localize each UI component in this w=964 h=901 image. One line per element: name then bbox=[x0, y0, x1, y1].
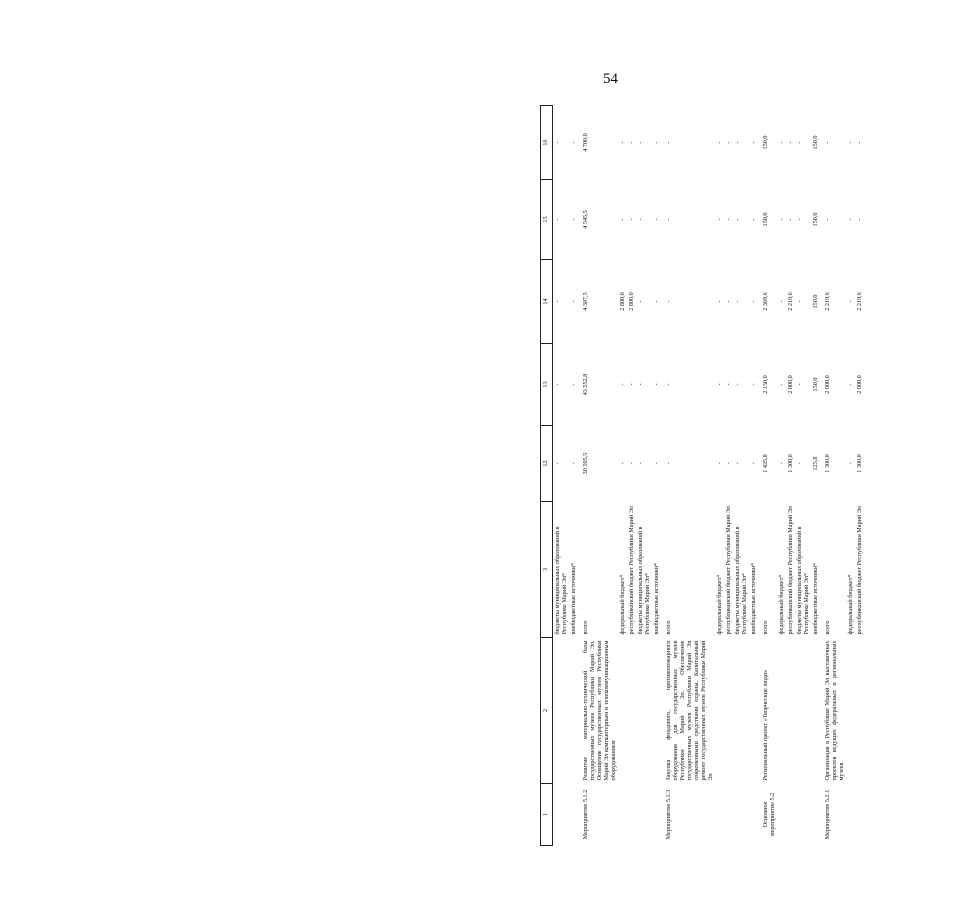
amount-cell: - bbox=[716, 141, 723, 144]
measure-code-cell bbox=[627, 784, 636, 846]
amount-cell: - bbox=[824, 141, 831, 144]
amount-cell: - bbox=[653, 141, 660, 144]
amount-cell: - bbox=[619, 462, 626, 465]
measure-code-cell bbox=[795, 784, 811, 846]
column-header: 16 bbox=[541, 106, 553, 180]
measure-name-cell: Развитие материально-технической базы государственных музеев Республики Марий Эл. Оснащение государственных музеев Республики Марий Эл компьютерным и телекоммуникационным оборудованием bbox=[582, 640, 617, 781]
amount-cell: - bbox=[847, 218, 854, 221]
measure-name-cell bbox=[652, 638, 661, 784]
amount-cell: - bbox=[796, 300, 803, 303]
measure-name-cell bbox=[811, 638, 820, 784]
funding-source-cell: всего bbox=[665, 620, 672, 635]
amount-cell: 150,0 bbox=[762, 135, 769, 150]
amount-cell: - bbox=[750, 300, 757, 303]
amount-cell: 4 545,5 bbox=[582, 210, 589, 229]
amount-cell: 30 505,5 bbox=[582, 452, 589, 475]
amount-cell: - bbox=[570, 462, 577, 465]
amount-cell: - bbox=[725, 300, 732, 303]
amount-cell: - bbox=[796, 383, 803, 386]
measure-name-cell bbox=[733, 638, 749, 784]
amount-cell: 2 369,6 bbox=[762, 292, 769, 311]
amount-cell: - bbox=[665, 300, 672, 303]
measure-name-cell bbox=[749, 638, 758, 784]
measure-code-cell bbox=[724, 784, 733, 846]
funding-source-cell: республиканский бюджет Республики Марий Эл bbox=[628, 506, 635, 635]
funding-source-cell: республиканский бюджет Республики Марий Эл bbox=[725, 506, 732, 635]
funding-source-cell: всего bbox=[762, 620, 769, 635]
amount-cell: 150,0 bbox=[812, 135, 819, 150]
amount-cell: - bbox=[554, 462, 561, 465]
amount-cell: 2 150,0 bbox=[762, 375, 769, 394]
table-row bbox=[636, 106, 652, 846]
measure-code-cell bbox=[846, 784, 855, 846]
amount-cell: 2 000,0 bbox=[856, 375, 863, 394]
amount-cell: 43 552,8 bbox=[582, 373, 589, 396]
amount-cell: - bbox=[628, 218, 635, 221]
funding-source-cell: внебюджетные источники* bbox=[812, 562, 819, 635]
measure-name-cell bbox=[724, 638, 733, 784]
table-row bbox=[733, 106, 749, 846]
funding-source-cell: бюджеты муниципальных образований в Республике Марий Эл* bbox=[734, 526, 748, 635]
amount-cell: - bbox=[637, 218, 644, 221]
amount-cell: - bbox=[628, 462, 635, 465]
amount-cell: 2 000,0 bbox=[787, 375, 794, 394]
column-header: 1 bbox=[541, 784, 553, 846]
measure-name-cell bbox=[627, 638, 636, 784]
amount-cell: - bbox=[856, 141, 863, 144]
measure-code-cell: Мероприятие 5.2.1 bbox=[824, 789, 831, 840]
amount-cell: 150,0 bbox=[812, 377, 819, 392]
table-row bbox=[661, 106, 715, 846]
measure-code-cell bbox=[569, 784, 578, 846]
amount-cell: - bbox=[665, 462, 672, 465]
amount-cell: - bbox=[778, 462, 785, 465]
rotated-table-container bbox=[540, 106, 964, 846]
amount-cell: - bbox=[725, 141, 732, 144]
amount-cell: - bbox=[554, 141, 561, 144]
amount-cell: 125,8 bbox=[812, 456, 819, 471]
column-header: 13 bbox=[541, 344, 553, 426]
measure-name-cell bbox=[569, 638, 578, 784]
amount-cell: - bbox=[554, 383, 561, 386]
measure-name-cell bbox=[618, 638, 627, 784]
amount-cell: - bbox=[847, 141, 854, 144]
amount-cell: - bbox=[750, 218, 757, 221]
amount-cell: - bbox=[734, 141, 741, 144]
header-row bbox=[541, 106, 553, 846]
table-row bbox=[811, 106, 820, 846]
amount-cell: - bbox=[628, 141, 635, 144]
column-header: 14 bbox=[541, 260, 553, 344]
amount-cell: - bbox=[725, 383, 732, 386]
amount-cell: 2 000,0 bbox=[824, 375, 831, 394]
amount-cell: - bbox=[637, 383, 644, 386]
amount-cell: 150,0 bbox=[762, 212, 769, 227]
measure-code-cell bbox=[811, 784, 820, 846]
amount-cell: - bbox=[716, 462, 723, 465]
table-row bbox=[749, 106, 758, 846]
column-header: 2 bbox=[541, 638, 553, 784]
amount-cell: - bbox=[796, 462, 803, 465]
amount-cell: - bbox=[750, 383, 757, 386]
table-row bbox=[855, 106, 864, 846]
measure-code-cell bbox=[636, 784, 652, 846]
amount-cell: - bbox=[856, 218, 863, 221]
amount-cell: - bbox=[570, 383, 577, 386]
measure-name-cell: Организация в Республике Марий Эл выставочных проектов ведущих федеральных и региональных музеев bbox=[824, 640, 845, 781]
table-row bbox=[758, 106, 777, 846]
funding-source-cell: всего bbox=[824, 620, 831, 635]
amount-cell: - bbox=[725, 462, 732, 465]
table-row bbox=[715, 106, 724, 846]
measure-code-cell bbox=[652, 784, 661, 846]
funding-source-cell: федеральный бюджет* bbox=[619, 574, 626, 635]
amount-cell: - bbox=[554, 218, 561, 221]
amount-cell: 1 300,0 bbox=[824, 454, 831, 473]
amount-cell: - bbox=[716, 300, 723, 303]
funding-source-cell: федеральный бюджет* bbox=[847, 574, 854, 635]
amount-cell: - bbox=[653, 300, 660, 303]
amount-cell: 4 387,5 bbox=[582, 292, 589, 311]
measure-code-cell: Мероприятие 5.1.3 bbox=[665, 789, 672, 840]
table-row bbox=[786, 106, 795, 846]
funding-source-cell: бюджеты муниципальных образований в Республике Марий Эл* bbox=[796, 526, 810, 635]
amount-cell: - bbox=[734, 383, 741, 386]
amount-cell: - bbox=[619, 218, 626, 221]
measure-name-cell bbox=[795, 638, 811, 784]
measure-code-cell: Основное мероприятие 5.2 bbox=[762, 792, 776, 837]
amount-cell: 2 219,6 bbox=[824, 292, 831, 311]
funding-source-cell: бюджеты муниципальных образований в Республике Марий Эл* bbox=[554, 526, 568, 635]
table-row bbox=[578, 106, 618, 846]
amount-cell: - bbox=[796, 218, 803, 221]
table-row bbox=[652, 106, 661, 846]
table-row bbox=[618, 106, 627, 846]
amount-cell: - bbox=[716, 218, 723, 221]
table-row bbox=[553, 106, 570, 846]
amount-cell: - bbox=[619, 141, 626, 144]
amount-cell: - bbox=[734, 300, 741, 303]
amount-cell: - bbox=[778, 300, 785, 303]
funding-source-cell: внебюджетные источники* bbox=[750, 562, 757, 635]
table-row bbox=[795, 106, 811, 846]
measure-name-cell bbox=[786, 638, 795, 784]
measure-code-cell bbox=[618, 784, 627, 846]
amount-cell: - bbox=[665, 383, 672, 386]
amount-cell: - bbox=[847, 300, 854, 303]
measure-name-cell: Региональный проект «Творческие люди» bbox=[762, 669, 769, 781]
measure-code-cell bbox=[733, 784, 749, 846]
amount-cell: - bbox=[653, 462, 660, 465]
amount-cell: - bbox=[637, 300, 644, 303]
amount-cell: 2 219,6 bbox=[787, 292, 794, 311]
amount-cell: - bbox=[570, 218, 577, 221]
measure-code-cell bbox=[715, 784, 724, 846]
amount-cell: - bbox=[847, 383, 854, 386]
amount-cell: - bbox=[778, 218, 785, 221]
amount-cell: - bbox=[570, 141, 577, 144]
measure-code-cell bbox=[855, 784, 864, 846]
table-row bbox=[777, 106, 786, 846]
funding-source-cell: республиканский бюджет Республики Марий Эл bbox=[856, 506, 863, 635]
amount-cell: 2 219,6 bbox=[856, 292, 863, 311]
amount-cell: - bbox=[734, 462, 741, 465]
measure-name-cell bbox=[636, 638, 652, 784]
table-row bbox=[724, 106, 733, 846]
measure-name-cell bbox=[553, 638, 570, 784]
amount-cell: - bbox=[570, 300, 577, 303]
amount-cell: 1 300,0 bbox=[787, 454, 794, 473]
amount-cell: - bbox=[847, 462, 854, 465]
amount-cell: - bbox=[787, 218, 794, 221]
amount-cell: 1 300,0 bbox=[856, 454, 863, 473]
measure-code-cell bbox=[777, 784, 786, 846]
funding-source-cell: федеральный бюджет* bbox=[778, 574, 785, 635]
amount-cell: - bbox=[734, 218, 741, 221]
amount-cell: - bbox=[637, 141, 644, 144]
amount-cell: - bbox=[628, 383, 635, 386]
funding-source-cell: федеральный бюджет* bbox=[716, 574, 723, 635]
amount-cell: - bbox=[716, 383, 723, 386]
measure-code-cell bbox=[749, 784, 758, 846]
amount-cell: - bbox=[619, 383, 626, 386]
amount-cell: - bbox=[824, 218, 831, 221]
measure-code-cell bbox=[553, 784, 570, 846]
amount-cell: - bbox=[665, 218, 672, 221]
funding-source-cell: бюджеты муниципальных образований в Республике Марий Эл* bbox=[637, 526, 651, 635]
amount-cell: - bbox=[653, 383, 660, 386]
amount-cell: - bbox=[725, 218, 732, 221]
amount-cell: 2 800,0 bbox=[628, 292, 635, 311]
amount-cell: 1 425,8 bbox=[762, 454, 769, 473]
amount-cell: - bbox=[787, 141, 794, 144]
amount-cell: - bbox=[796, 141, 803, 144]
measure-code-cell: Мероприятие 5.1.2 bbox=[582, 789, 589, 840]
column-header: 12 bbox=[541, 426, 553, 502]
amount-cell: 2 800,0 bbox=[619, 292, 626, 311]
measure-name-cell bbox=[777, 638, 786, 784]
amount-cell: - bbox=[778, 141, 785, 144]
measure-name-cell: Закупка фондового, противопожарного оборудования для государственных музеев Республики Марий Эл. Обеспечение государственных музеев Республики Марий Эл современными средствами охраны. Капитальный ремонт государственных музеев Республики Марий Эл bbox=[665, 640, 714, 781]
funding-source-cell: республиканский бюджет Республики Марий Эл bbox=[787, 506, 794, 635]
table-body bbox=[553, 106, 865, 846]
amount-cell: - bbox=[554, 300, 561, 303]
funding-source-cell: внебюджетные источники* bbox=[653, 562, 660, 635]
amount-cell: 4 700,0 bbox=[582, 133, 589, 152]
measure-name-cell bbox=[846, 638, 855, 784]
amount-cell: - bbox=[750, 141, 757, 144]
amount-cell: - bbox=[750, 462, 757, 465]
budget-table bbox=[540, 105, 864, 846]
column-header: 3 bbox=[541, 502, 553, 638]
funding-source-cell: всего bbox=[582, 620, 589, 635]
amount-cell: - bbox=[665, 141, 672, 144]
table-row bbox=[569, 106, 578, 846]
column-header: 15 bbox=[541, 180, 553, 260]
page-number: 54 bbox=[603, 71, 618, 87]
amount-cell: - bbox=[778, 383, 785, 386]
table-row bbox=[820, 106, 846, 846]
measure-name-cell bbox=[715, 638, 724, 784]
amount-cell: - bbox=[653, 218, 660, 221]
measure-name-cell bbox=[855, 638, 864, 784]
table-row bbox=[627, 106, 636, 846]
table-row bbox=[846, 106, 855, 846]
amount-cell: 150,0 bbox=[812, 294, 819, 309]
amount-cell: 150,0 bbox=[812, 212, 819, 227]
funding-source-cell: внебюджетные источники* bbox=[570, 562, 577, 635]
amount-cell: - bbox=[637, 462, 644, 465]
measure-code-cell bbox=[786, 784, 795, 846]
